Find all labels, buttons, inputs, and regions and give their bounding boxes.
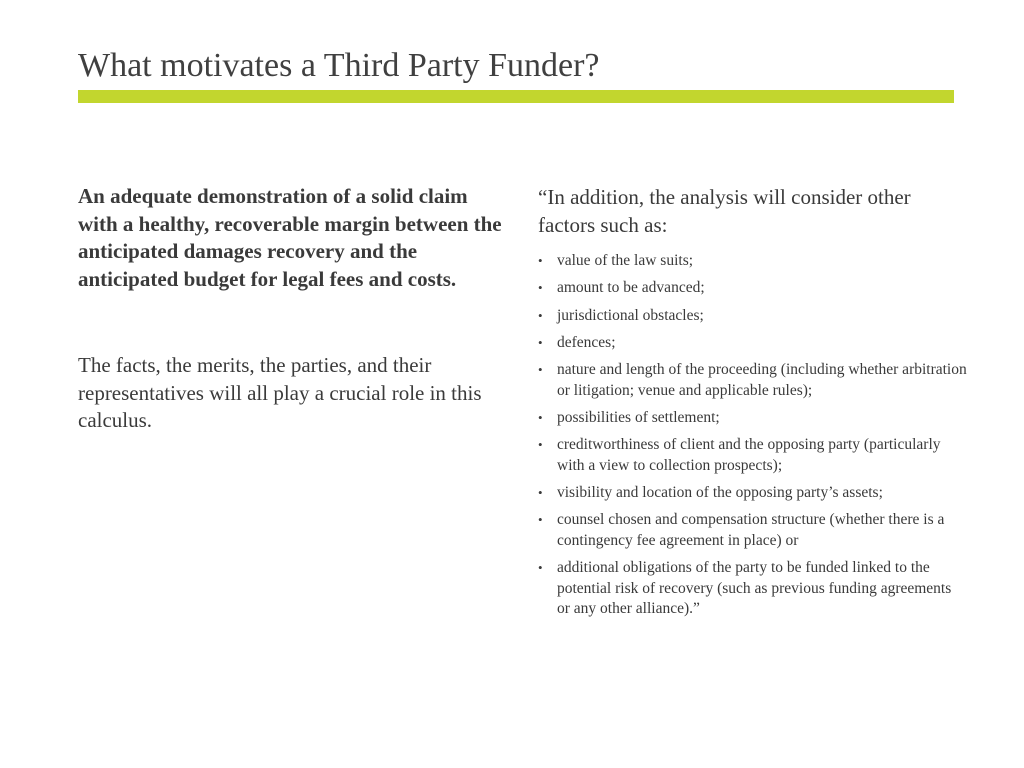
left-column <box>78 183 510 435</box>
lead-statement: An adequate demonstration of a solid claim with a healthy, recoverable margin between the anticipated damages recovery and the anticipated budget for legal fees and costs. <box>78 184 502 291</box>
list-item <box>538 510 968 551</box>
bullet-icon: • <box>538 409 543 425</box>
list-item <box>538 483 968 504</box>
list-item <box>538 278 968 299</box>
list-item <box>538 435 968 476</box>
supporting-text: The facts, the merits, the parties, and their representatives will all play a crucial role in this calculus. <box>78 353 482 432</box>
bullet-icon: • <box>538 362 543 378</box>
list-item <box>538 360 968 401</box>
list-item-text: visibility and location of the opposing party’s assets; <box>557 484 883 502</box>
list-item-text: possibilities of settlement; <box>557 408 720 426</box>
list-item <box>538 251 968 272</box>
quote-intro: “In addition, the analysis will consider other factors such as: <box>538 185 911 237</box>
list-item-text: value of the law suits; <box>557 252 694 269</box>
bullet-icon: • <box>538 307 543 323</box>
list-item-text: creditworthiness of client and the opposing party (particularly with a view to collection prospects); <box>557 436 941 474</box>
bullet-icon: • <box>538 334 543 350</box>
factor-list <box>538 251 968 620</box>
title-accent-bar <box>78 90 954 103</box>
list-item-text: nature and length of the proceeding (including whether arbitration or litigation; venue and applicable rules); <box>557 361 967 399</box>
list-item <box>538 333 968 354</box>
list-item-text: counsel chosen and compensation structure (whether there is a contingency fee agreement in place) or <box>557 511 945 549</box>
bullet-icon: • <box>538 560 543 576</box>
list-item-text: additional obligations of the party to be funded linked to the potential risk of recovery (such as previous funding agreements or any other alliance).” <box>557 559 952 618</box>
list-item <box>538 306 968 327</box>
slide-title: What motivates a Third Party Funder? <box>78 47 600 84</box>
list-item <box>538 408 968 429</box>
list-item-text: jurisdictional obstacles; <box>557 306 704 324</box>
list-item-text: amount to be advanced; <box>557 279 705 297</box>
bullet-icon: • <box>538 437 543 453</box>
bullet-icon: • <box>538 253 543 268</box>
bullet-icon: • <box>538 512 543 528</box>
right-column <box>538 184 968 626</box>
list-item-text: defences; <box>557 333 616 351</box>
list-item <box>538 558 968 620</box>
bullet-icon: • <box>538 485 543 501</box>
bullet-icon: • <box>538 280 543 296</box>
